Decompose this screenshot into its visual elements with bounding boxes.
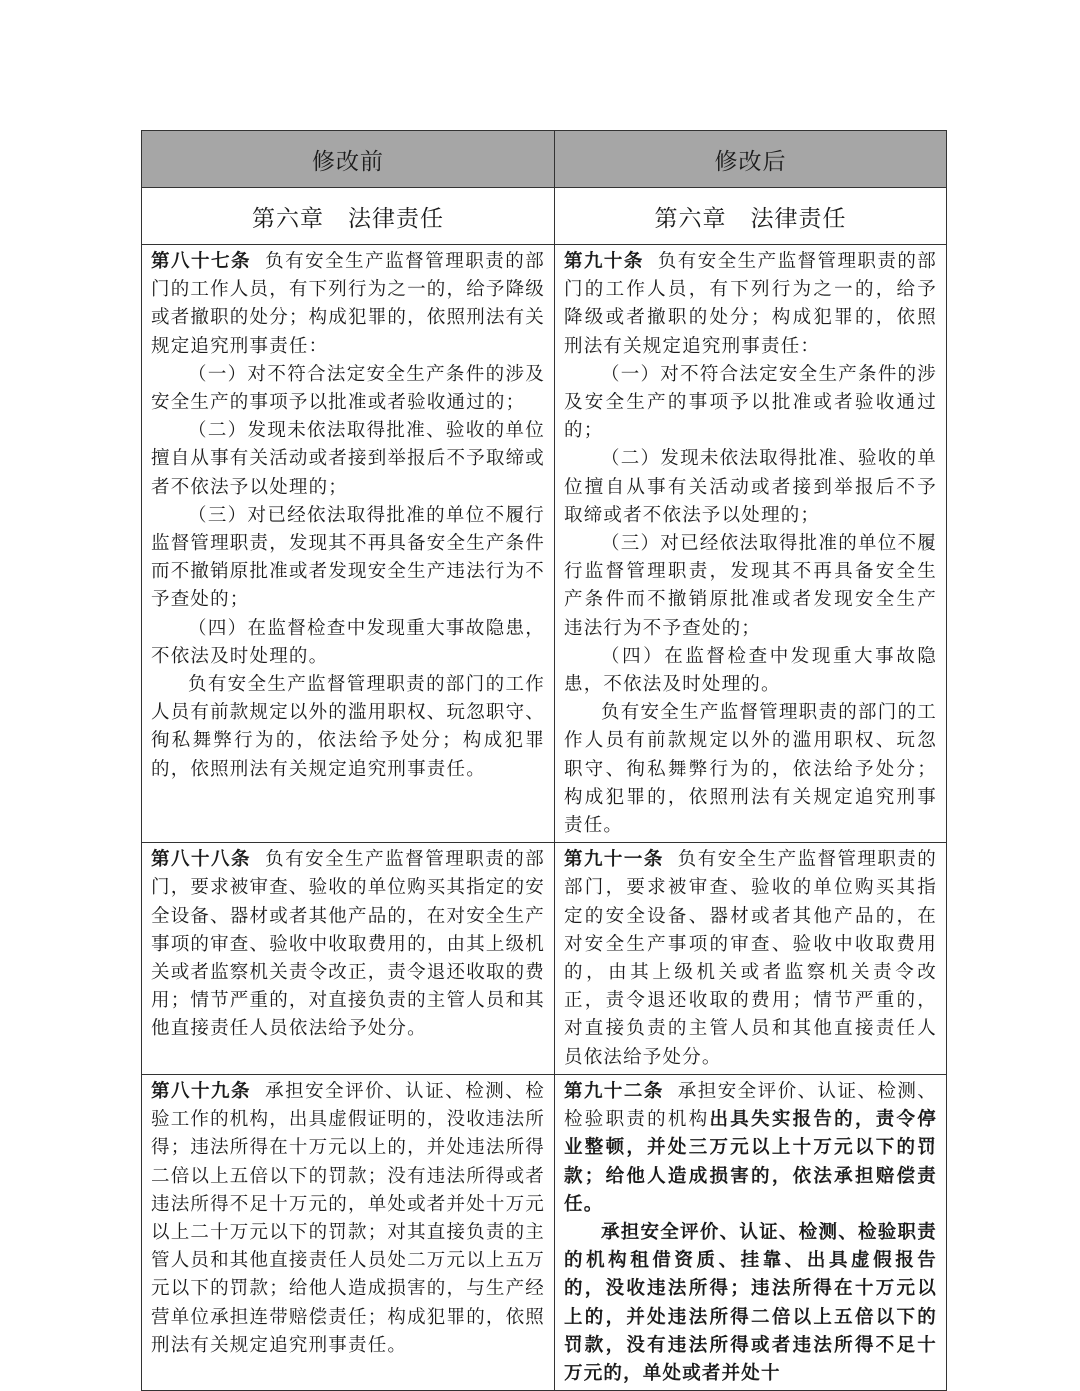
article-90-item-4: （四）在监督检查中发现重大事故隐患，不依法及时处理的。	[564, 645, 937, 696]
header-after: 修改后	[555, 131, 947, 188]
article-87-item-3: （三）对已经依法取得批准的单位不履行监督管理职责，发现其不再具备安全生产条件而不撤销原批准或者发现安全生产违法行为不予查处的；	[151, 504, 546, 611]
article-87-para-2: 负有安全生产监督管理职责的部门的工作人员有前款规定以外的滥用职权、玩忽职守、徇私舞弊行为的，依法给予处分；构成犯罪的，依照刑法有关规定追究刑事责任。	[151, 674, 546, 780]
article-91-cell	[555, 843, 947, 1075]
table-row	[142, 843, 947, 1075]
article-89-cell	[142, 1074, 555, 1390]
article-92-number: 第九十二条	[564, 1080, 664, 1102]
article-91-text: 第九十一条 负有安全生产监督管理职责的部门，要求被审查、验收的单位购买其指定的安全设备、器材或者其他产品的，在对安全生产事项的审查、验收中收取费用的，由其上级机关或者监察机关责令改正，责令退还收取的费用；情节严重的，对直接负责的主管人员和其他直接责任人员依法给予处分。	[564, 849, 937, 1068]
article-90-number: 第九十条	[564, 251, 644, 272]
article-87-number: 第八十七条	[151, 251, 252, 272]
article-87-cell	[142, 245, 555, 843]
chapter-before	[142, 188, 555, 245]
article-88-cell	[142, 843, 555, 1075]
article-92-para-2: 承担安全评价、认证、检测、检验职责的机构租借资质、挂靠、出具虚假报告的，没收违法所得；违法所得在十万元以上的，并处违法所得二倍以上五倍以下的罚款，没有违法所得或者违法所得不足十万元的，单处或者并处十	[564, 1221, 937, 1384]
table-row	[142, 1074, 947, 1390]
chapter-after-number: 第六章	[654, 205, 727, 232]
article-87-item-1: （一）对不符合法定安全生产条件的涉及安全生产的事项予以批准或者验收通过的；	[151, 363, 545, 414]
chapter-after-title: 法律责任	[750, 205, 847, 232]
comparison-table	[141, 130, 947, 1391]
article-91-number: 第九十一条	[564, 849, 664, 871]
article-90-item-2: （二）发现未依法取得批准、验收的单位擅自从事有关活动或者接到举报后不予取缔或者不依法予以处理的；	[564, 448, 937, 526]
article-90-cell	[555, 245, 947, 843]
article-87-lead: 第八十七条 负有安全生产监督管理职责的部门的工作人员，有下列行为之一的，给予降级或者撤职的处分；构成犯罪的，依照刑法有关规定追究刑事责任：	[151, 251, 546, 357]
article-92-bold-text: 出具失实报告的，责令停业整顿，并处三万元以上十万元以下的罚款；给他人造成损害的，依法承担赔偿责任。	[564, 1109, 938, 1215]
article-87-item-2: （二）发现未依法取得批准、验收的单位擅自从事有关活动或者接到举报后不予取缔或者不依法予以处理的；	[151, 420, 546, 498]
chapter-before-number: 第六章	[252, 205, 324, 232]
article-92-text: 第九十二条 承担安全评价、认证、检测、检验职责的机构出具失实报告的，责令停业整顿，并处三万元以上十万元以下的罚款；给他人造成损害的，依法承担赔偿责任。	[564, 1080, 938, 1215]
header-row	[142, 131, 947, 188]
article-87-item-4: （四）在监督检查中发现重大事故隐患，不依法及时处理的。	[151, 617, 545, 667]
article-90-lead: 第九十条 负有安全生产监督管理职责的部门的工作人员，有下列行为之一的，给予降级或者撤职的处分；构成犯罪的，依照刑法有关规定追究刑事责任：	[564, 251, 937, 357]
header-before: 修改前	[142, 131, 555, 188]
article-90-item-1: （一）对不符合法定安全生产条件的涉及安全生产的事项予以批准或者验收通过的；	[564, 363, 937, 442]
article-90-item-3: （三）对已经依法取得批准的单位不履行监督管理职责，发现其不再具备安全生产条件而不撤销原批准或者发现安全生产违法行为不予查处的；	[564, 533, 937, 639]
table-row	[142, 245, 947, 843]
article-89-text: 第八十九条 承担安全评价、认证、检测、检验工作的机构，出具虚假证明的，没收违法所得；违法所得在十万元以上的，并处违法所得二倍以上五倍以下的罚款；没有违法所得或者违法所得不足十万元的，单处或者并处十万元以上二十万元以下的罚款；对其直接负责的主管人员和其他直接责任人员处二万元以上五万元以下的罚款；给他人造成损害的，与生产经营单位承担连带赔偿责任；构成犯罪的，依照刑法有关规定追究刑事责任。	[151, 1080, 546, 1356]
article-89-number: 第八十九条	[151, 1080, 252, 1102]
article-88-number: 第八十八条	[151, 849, 252, 871]
chapter-row	[142, 188, 947, 245]
chapter-after	[555, 188, 947, 245]
chapter-before-title: 法律责任	[348, 205, 444, 232]
article-90-para-2: 负有安全生产监督管理职责的部门的工作人员有前款规定以外的滥用职权、玩忽职守、徇私舞弊行为的，依法给予处分；构成犯罪的，依照刑法有关规定追究刑事责任。	[564, 702, 937, 837]
article-92-cell	[555, 1074, 947, 1390]
article-88-text: 第八十八条 负有安全生产监督管理职责的部门，要求被审查、验收的单位购买其指定的安全设备、器材或者其他产品的，在对安全生产事项的审查、验收中收取费用的，由其上级机关或者监察机关责令改正，责令退还收取的费用；情节严重的，对直接负责的主管人员和其他直接责任人员依法给予处分。	[151, 849, 546, 1040]
